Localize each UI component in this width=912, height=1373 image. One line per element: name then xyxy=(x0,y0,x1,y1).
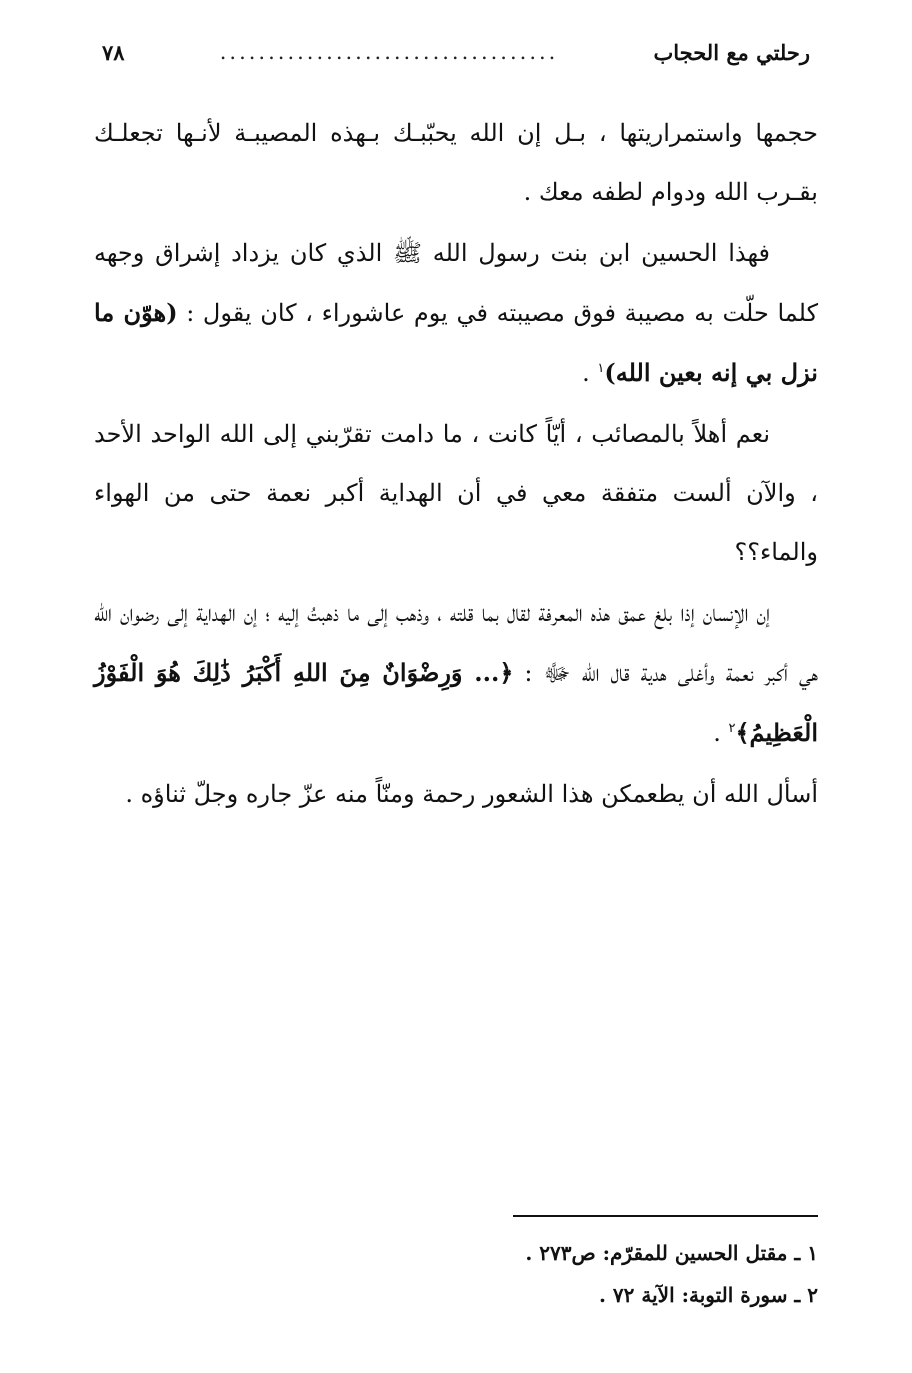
footnote-separator xyxy=(513,1215,818,1217)
book-title: رحلتي مع الحجاب xyxy=(653,39,810,65)
paragraph-5 xyxy=(94,765,818,824)
paragraph-2 xyxy=(94,224,818,403)
paragraph-4 xyxy=(94,584,818,763)
page-number: ٧٨ xyxy=(102,39,125,65)
footnote-ref-1: ١ xyxy=(597,361,605,376)
header-dot-leader: ................................... xyxy=(219,40,559,64)
paragraph-5-text: أسأل الله أن يطعمكن هذا الشعور رحمة ومنّاً منه عزّ جاره وجلّ ثناؤه . xyxy=(125,780,818,808)
quran-verse: ﴿... وَرِضْوَانٌ مِنَ اللهِ أَكْبَرُ ذَٰلِكَ هُوَ الْفَوْزُ الْعَظِيمُ﴾ xyxy=(94,658,818,747)
paragraph-2-end: . xyxy=(582,359,598,387)
hadith-quote: (هوّن ما نزل بي إنه بعين الله) xyxy=(94,298,818,387)
footnote-2: ٢ ـ سورة التوبة: الآية ٧٢ . xyxy=(598,1283,818,1307)
footnotes xyxy=(94,1232,818,1316)
footnote-ref-2: ٢ xyxy=(728,721,736,736)
paragraph-2-text: فهذا الحسين ابن بنت رسول الله ﷺ الذي كان يزداد إشراق وجهه كلما حلّت به مصيبة فوق مصيبته في يوم عاشوراء ، كان يقول : xyxy=(94,239,819,327)
paragraph-4-text: إن الإنسان إذا بلغ عمق هذه المعرفة لقال بما قلته ، وذهب إلى ما ذهبتُ إليه ؛ إن الهداية إلى رضوان الله هي أكبر نعمة وأغلى هدية قال الله ﷻ : xyxy=(94,599,818,687)
running-header xyxy=(92,34,820,70)
paragraph-3-text: نعم أهلاً بالمصائب ، أيّاً كانت ، ما دامت تقرّبني إلى الله الواحد الأحد ، والآن ألست متفقة معي في أن الهداية أكبر نعمة حتى من الهواء والماء؟؟ xyxy=(94,420,818,566)
paragraph-1-text: حجمها واستمراريتها ، بـل إن الله يحبّبـك بـهذه المصيبـة لأنـها تجعلـك بقـرب الله ودوام لطفه معك . xyxy=(94,119,818,206)
footnote-1: ١ ـ مقتل الحسين للمقرّم: ص٢٧٣ . xyxy=(525,1241,818,1265)
paragraph-3 xyxy=(94,405,818,582)
paragraph-1 xyxy=(94,104,818,222)
paragraph-4-end: . xyxy=(713,719,729,747)
body-text xyxy=(94,104,818,826)
